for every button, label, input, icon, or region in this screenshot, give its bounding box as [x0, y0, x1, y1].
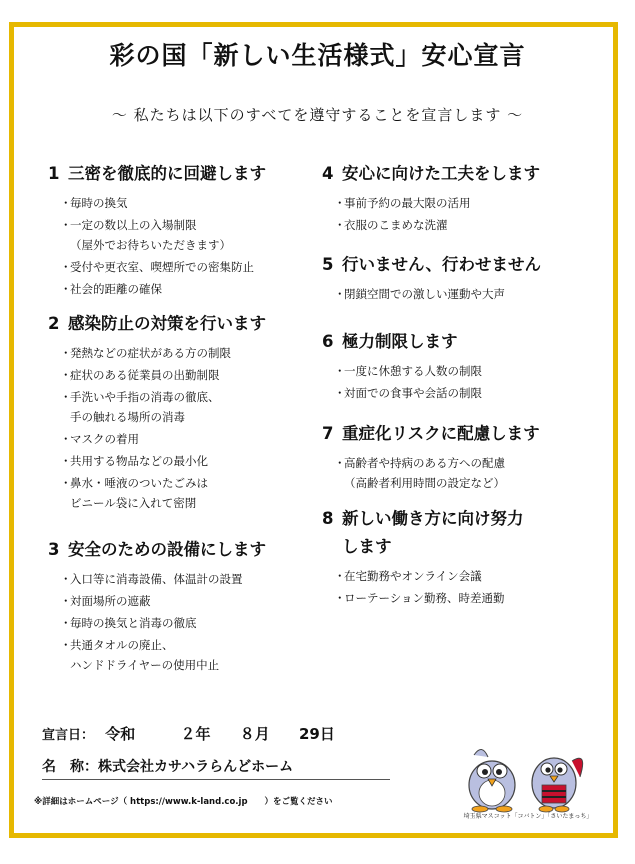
- section-3: [48, 536, 318, 676]
- list-item: [60, 278, 318, 300]
- declaration-month: ８月: [239, 725, 270, 743]
- declaration-year: ２年: [180, 725, 211, 743]
- bullet-icon: ・: [60, 476, 72, 490]
- section-number: 3: [48, 540, 60, 559]
- bullet-icon: ・: [60, 368, 72, 382]
- declaration-date: [42, 723, 335, 744]
- list-item: [334, 283, 602, 305]
- section-heading: [48, 310, 318, 338]
- bullet-icon: ・: [334, 569, 346, 583]
- declaration-label: 宣言日：: [42, 728, 95, 743]
- section-heading-text: 三密を徹底的に回避します: [68, 164, 266, 183]
- list-item-text-continued: （高齢者利用時間の設定など）: [344, 476, 505, 490]
- section-number: 5: [322, 255, 334, 274]
- page-title: 彩の国「新しい生活様式」安心宣言: [109, 41, 526, 70]
- list-item: [60, 364, 318, 386]
- list-item-text: 共通タオルの廃止、: [70, 638, 174, 652]
- section-heading-text: 重症化リスクに配慮します: [342, 424, 540, 443]
- section-heading-text: 感染防止の対策を行います: [68, 314, 266, 333]
- bullet-icon: ・: [60, 260, 72, 274]
- list-item-text: 対面場所の遮蔽: [70, 594, 151, 608]
- section-number: 7: [322, 424, 334, 443]
- company-label: 名 称：: [42, 759, 98, 775]
- section-number: 1: [48, 164, 60, 183]
- list-item-text: 高齢者や持病のある方への配慮: [344, 456, 505, 470]
- section-heading: [322, 160, 602, 188]
- list-item-text: 一度に休憩する人数の制限: [344, 364, 482, 378]
- list-item: [60, 192, 318, 214]
- list-item-text: 毎時の換気: [70, 196, 128, 210]
- list-item-text: 毎時の換気と消毒の徹底: [70, 616, 197, 630]
- list-item: [334, 587, 602, 609]
- bullet-icon: ・: [334, 218, 346, 232]
- list-item: [334, 565, 602, 587]
- section-heading: [322, 328, 602, 356]
- list-item-text: マスクの着用: [70, 432, 139, 446]
- mascot-caption: 埼玉県マスコット「コバトン」「さいたまっち」: [463, 813, 593, 820]
- section-item-list: [48, 568, 318, 676]
- footer-note: ※詳細はホームページ（ https://www.k-land.co.jp ）をご覧ください: [34, 797, 333, 807]
- section-heading: [322, 251, 602, 279]
- list-item-text: 共用する物品などの最小化: [70, 454, 208, 468]
- section-heading: [48, 160, 318, 188]
- section-2: [48, 310, 318, 514]
- page-subtitle: ～ 私たちは以下のすべてを遵守することを宣言します ～: [111, 106, 524, 124]
- section-8: [322, 505, 602, 609]
- list-item: [60, 386, 318, 428]
- list-item: [60, 568, 318, 590]
- section-item-list: [322, 192, 602, 236]
- list-item: [60, 256, 318, 278]
- list-item-text-continued: （屋外でお待ちいただきます）: [70, 238, 231, 252]
- section-item-list: [322, 452, 602, 494]
- list-item-text: 症状のある従業員の出勤制限: [70, 368, 220, 382]
- list-item-text-continued: 手の触れる場所の消毒: [70, 410, 185, 424]
- list-item-text-continued: ハンドドライヤーの使用中止: [70, 658, 220, 672]
- bullet-icon: ・: [60, 346, 72, 360]
- mascot-illustration: [462, 737, 596, 813]
- list-item: [334, 452, 602, 494]
- bullet-icon: ・: [60, 572, 72, 586]
- section-1: [48, 160, 318, 300]
- list-item-text: 事前予約の最大限の活用: [344, 196, 471, 210]
- section-number: 6: [322, 332, 334, 351]
- section-heading: [322, 420, 602, 448]
- list-item: [60, 612, 318, 634]
- bullet-icon: ・: [60, 454, 72, 468]
- declaration-era: 令和: [105, 725, 136, 743]
- section-heading: [48, 536, 318, 564]
- list-item: [60, 590, 318, 612]
- section-item-list: [48, 342, 318, 514]
- section-item-list: [322, 565, 602, 609]
- section-7: [322, 420, 602, 494]
- company-name: 株式会社カサハラらんどホーム: [98, 759, 294, 775]
- bullet-icon: ・: [60, 638, 72, 652]
- bullet-icon: ・: [334, 287, 346, 301]
- bullet-icon: ・: [60, 218, 72, 232]
- section-heading-text: 新しい働き方に向け努力: [342, 509, 524, 528]
- bullet-icon: ・: [60, 616, 72, 630]
- section-4: [322, 160, 602, 236]
- list-item: [60, 342, 318, 364]
- section-heading-text: 極力制限します: [342, 332, 458, 351]
- list-item: [60, 428, 318, 450]
- list-item-text: 手洗いや手指の消毒の徹底、: [70, 390, 220, 404]
- list-item-text: 閉鎖空間での激しい運動や大声: [344, 287, 505, 301]
- bullet-icon: ・: [60, 282, 72, 296]
- section-6: [322, 328, 602, 404]
- bullet-icon: ・: [60, 594, 72, 608]
- section-number: 4: [322, 164, 334, 183]
- bullet-icon: ・: [334, 386, 346, 400]
- list-item: [334, 382, 602, 404]
- list-item: [60, 450, 318, 472]
- section-heading: [322, 505, 602, 561]
- section-heading-text: 行いません、行わせません: [342, 255, 541, 274]
- section-item-list: [322, 360, 602, 404]
- section-5: [322, 251, 602, 305]
- section-number: 2: [48, 314, 60, 333]
- list-item: [60, 472, 318, 514]
- saitamatchi-mascot: [532, 758, 583, 812]
- list-item-text: 入口等に消毒設備、体温計の設置: [70, 572, 243, 586]
- declaration-day: 29日: [299, 725, 335, 743]
- list-item-text: 発熱などの症状がある方の制限: [70, 346, 231, 360]
- bullet-icon: ・: [60, 390, 72, 404]
- section-heading-text: 安全のための設備にします: [68, 540, 266, 559]
- list-item-text: ローテーション勤務、時差通勤: [344, 591, 505, 605]
- kobaton-mascot: [469, 749, 515, 812]
- section-number: 8: [322, 509, 334, 528]
- list-item-text: 社会的距離の確保: [70, 282, 162, 296]
- list-item-text: 衣服のこまめな洗濯: [344, 218, 448, 232]
- list-item-text: 鼻水・唾液のついたごみは: [70, 476, 208, 490]
- list-item: [334, 192, 602, 214]
- section-item-list: [322, 283, 602, 305]
- list-item-text: 一定の数以上の入場制限: [70, 218, 197, 232]
- list-item: [60, 214, 318, 256]
- list-item-text: 対面での食事や会話の制限: [344, 386, 482, 400]
- company-name-row: [42, 756, 390, 780]
- list-item-text: 在宅勤務やオンライン会議: [344, 569, 482, 583]
- bullet-icon: ・: [334, 456, 346, 470]
- bullet-icon: ・: [60, 196, 72, 210]
- list-item: [334, 360, 602, 382]
- section-item-list: [48, 192, 318, 300]
- bullet-icon: ・: [334, 364, 346, 378]
- list-item-text-continued: ビニール袋に入れて密閉: [70, 496, 197, 510]
- bullet-icon: ・: [334, 591, 346, 605]
- list-item-text: 受付や更衣室、喫煙所での密集防止: [70, 260, 254, 274]
- bullet-icon: ・: [60, 432, 72, 446]
- section-heading-continued: します: [342, 537, 392, 556]
- section-heading-text: 安心に向けた工夫をします: [342, 164, 540, 183]
- list-item: [60, 634, 318, 676]
- list-item: [334, 214, 602, 236]
- bullet-icon: ・: [334, 196, 346, 210]
